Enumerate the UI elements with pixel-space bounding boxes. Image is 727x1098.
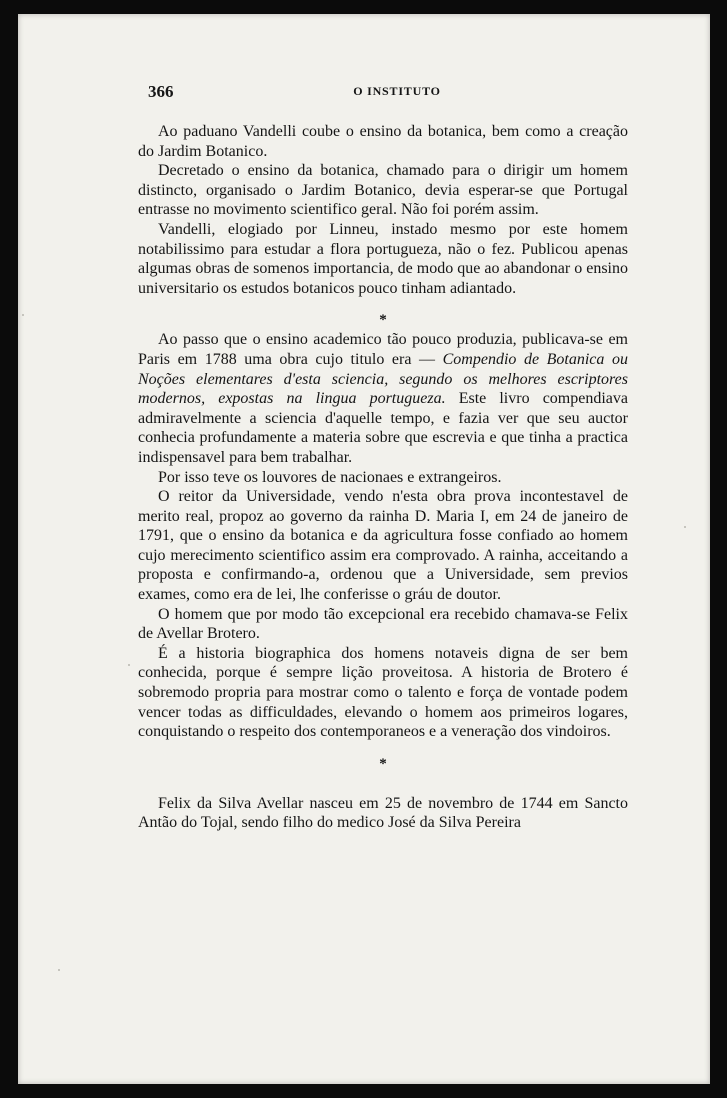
- book-title: Compendio de Botanica ou Noções elementares d'esta sciencia, segundo os melhores escriptores modernos, expostas na lingua portugueza.: [138, 350, 628, 408]
- body-text: [138, 122, 628, 833]
- paragraph: Vandelli, elogiado por Linneu, instado mesmo por este homem notabilissimo para estudar a flora portugueza, não o fez. Publicou apenas algumas obras de somenos importancia, de modo que ao abandonar o ensino universitario os estudos botanicos pouco tinham adiantado.: [138, 220, 628, 297]
- paragraph: Felix da Silva Avellar nasceu em 25 de novembro de 1744 em Sancto Antão do Tojal, sendo filho do medico José da Silva Pereira: [138, 794, 628, 832]
- page-number: 366: [148, 82, 174, 101]
- paragraph: Decretado o ensino da botanica, chamado para o dirigir um homem distincto, organisado o Jardim Botanico, devia esperar-se que Portugal entrasse no movimento scientifico geral. Não foi porém assim.: [138, 162, 628, 219]
- section-separator: *: [379, 312, 387, 329]
- paragraph: O homem que por modo tão excepcional era recebido chamava-se Felix de Avellar Brotero.: [138, 605, 628, 643]
- section-separator: *: [379, 755, 387, 772]
- paper-speck: [684, 526, 686, 528]
- paragraph: Ao paduano Vandelli coube o ensino da botanica, bem como a creação do Jardim Botanico.: [138, 123, 628, 160]
- paragraph-text: Ao passo que o ensino academico tão pouco produzia, publicava-se em Paris em 1788 uma obra cujo titulo era —: [138, 331, 628, 368]
- paper-speck: [128, 664, 130, 666]
- paper-speck: [58, 969, 60, 971]
- paragraph: [138, 330, 628, 467]
- page-header: [148, 82, 646, 106]
- running-title: O INSTITUTO: [353, 84, 441, 98]
- paragraph: O reitor da Universidade, vendo n'esta obra prova incontestavel de merito real, propoz ao governo da rainha D. Maria I, em 24 de janeiro de 1791, que o ensino da botanica e da agricultura fosse confiado ao homem cujo merecimento scientifico assim era comprovado. A rainha, acceitando a proposta e confirmando-a, ordenou que a Universidade, sem previos exames, como era de lei, lhe conferisse o gráu de doutor.: [138, 488, 628, 604]
- paragraph-text: Este livro compendiava admiravelmente a sciencia d'aquelle tempo, e fazia ver que seu auctor conhecia profundamente a materia sobre que escrevia e que tinha a practica indispensavel para bem trabalhar.: [138, 390, 628, 466]
- paragraph: É a historia biographica dos homens notaveis digna de ser bem conhecida, porque é sempre lição proveitosa. A historia de Brotero é sobremodo propria para mostrar como o talento e força de vontade podem vencer todas as difficuldades, elevando o homem aos primeiros logares, conquistando o respeito dos contemporaneos e a veneração dos vindoiros.: [138, 644, 628, 741]
- paragraph: Por isso teve os louvores de nacionaes e extrangeiros.: [158, 468, 502, 486]
- paper-speck: [22, 314, 24, 316]
